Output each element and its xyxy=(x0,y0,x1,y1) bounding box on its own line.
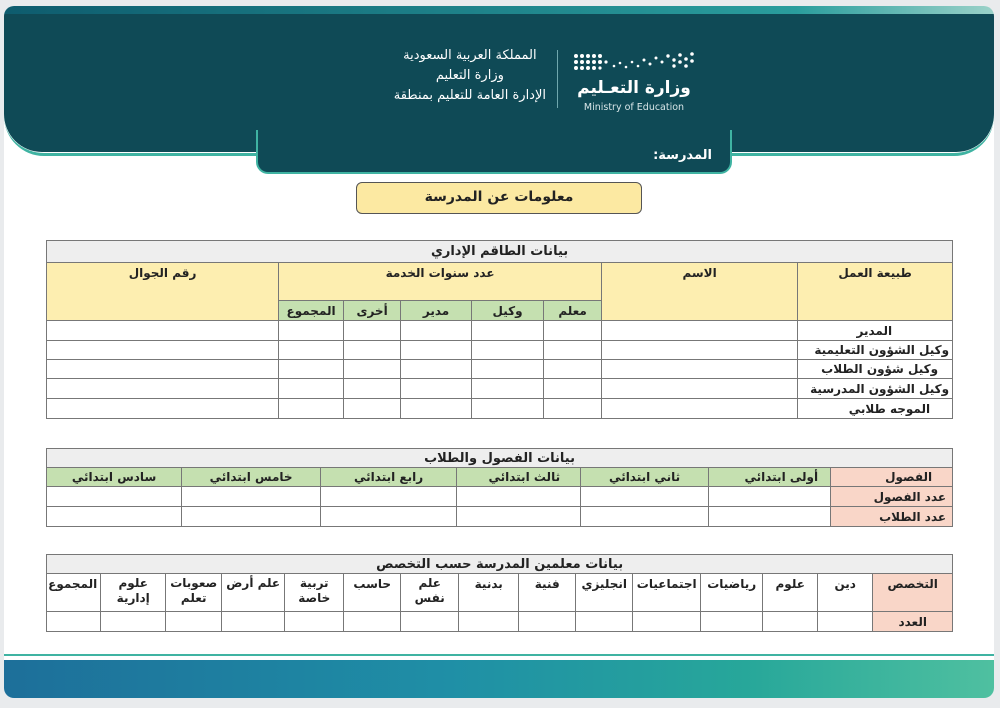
staff-cell[interactable] xyxy=(279,360,344,379)
grade-label: رابع ابتدائي xyxy=(321,468,457,487)
grade-label: ثاني ابتدائي xyxy=(581,468,709,487)
staff-cell[interactable] xyxy=(279,321,344,341)
staff-col-years: عدد سنوات الخدمة xyxy=(279,263,602,301)
staff-cell[interactable] xyxy=(401,341,472,360)
staff-mobile-input[interactable] xyxy=(47,321,279,341)
staff-mobile-input[interactable] xyxy=(47,360,279,379)
staff-col-name: الاسم xyxy=(602,263,798,321)
header-top-strip xyxy=(4,6,994,14)
subject-label: رياضيات xyxy=(701,574,763,612)
staff-cell[interactable] xyxy=(344,399,401,419)
teacher-count-cell[interactable] xyxy=(459,612,519,632)
staff-cell[interactable] xyxy=(279,341,344,360)
classes-header: الفصول xyxy=(831,468,953,487)
staff-caption: بيانات الطاقم الإداري xyxy=(47,241,953,263)
staff-sub-total: المجموع xyxy=(279,301,344,321)
staff-cell[interactable] xyxy=(279,399,344,419)
staff-cell[interactable] xyxy=(472,321,544,341)
staff-cell[interactable] xyxy=(344,341,401,360)
staff-cell[interactable] xyxy=(544,379,602,399)
directorate-name: الإدارة العامة للتعليم بمنطقة xyxy=(393,88,546,103)
staff-row-job: وكيل شؤون الطلاب xyxy=(798,360,953,379)
staff-name-input[interactable] xyxy=(602,321,798,341)
staff-sub-principal: مدير xyxy=(401,301,472,321)
staff-sub-other: أخرى xyxy=(344,301,401,321)
subject-label: فنية xyxy=(519,574,576,612)
teacher-count-cell[interactable] xyxy=(818,612,873,632)
staff-mobile-input[interactable] xyxy=(47,341,279,360)
staff-cell[interactable] xyxy=(472,360,544,379)
class-count-cell[interactable] xyxy=(457,487,581,507)
ministry-name: وزارة التعليم xyxy=(435,68,504,83)
staff-row-job: وكيل الشؤون المدرسية xyxy=(798,379,953,399)
staff-row-job: الموجه طلابي xyxy=(798,399,953,419)
staff-cell[interactable] xyxy=(401,399,472,419)
teacher-count-cell[interactable] xyxy=(285,612,344,632)
class-count-cell[interactable] xyxy=(581,487,709,507)
staff-row-job: وكيل الشؤون التعليمية xyxy=(798,341,953,360)
school-field-box xyxy=(256,130,732,174)
subject-label: بدنية xyxy=(459,574,519,612)
grade-label: أولى ابتدائي xyxy=(709,468,831,487)
staff-cell[interactable] xyxy=(544,399,602,419)
student-count-cell[interactable] xyxy=(47,507,182,527)
subject-label: حاسب xyxy=(344,574,401,612)
row-student-count-label: عدد الطلاب xyxy=(831,507,953,527)
staff-mobile-input[interactable] xyxy=(47,399,279,419)
subject-label: علوم إدارية xyxy=(101,574,166,612)
staff-name-input[interactable] xyxy=(602,360,798,379)
page-title: معلومات عن المدرسة xyxy=(356,182,642,214)
student-count-cell[interactable] xyxy=(321,507,457,527)
teacher-count-cell[interactable] xyxy=(401,612,459,632)
teacher-count-cell[interactable] xyxy=(519,612,576,632)
staff-sub-teacher: معلم xyxy=(544,301,602,321)
staff-cell[interactable] xyxy=(472,399,544,419)
teacher-count-cell[interactable] xyxy=(222,612,285,632)
staff-cell[interactable] xyxy=(279,379,344,399)
staff-cell[interactable] xyxy=(344,321,401,341)
subject-total-label: المجموع xyxy=(47,574,101,612)
class-count-cell[interactable] xyxy=(182,487,321,507)
staff-cell[interactable] xyxy=(544,360,602,379)
teachers-count-label: العدد xyxy=(873,612,953,632)
staff-table xyxy=(46,240,953,419)
subject-label: انجليزي xyxy=(576,574,633,612)
grade-label: ثالث ابتدائي xyxy=(457,468,581,487)
student-count-cell[interactable] xyxy=(457,507,581,527)
subject-label: تربية خاصة xyxy=(285,574,344,612)
staff-row-job: المدير xyxy=(798,321,953,341)
subject-label: علم نفس xyxy=(401,574,459,612)
footer-line xyxy=(4,654,994,656)
class-count-cell[interactable] xyxy=(47,487,182,507)
staff-col-mobile: رقم الجوال xyxy=(47,263,279,321)
grade-label: سادس ابتدائي xyxy=(47,468,182,487)
staff-cell[interactable] xyxy=(344,379,401,399)
school-label: المدرسة: xyxy=(653,148,712,163)
staff-cell[interactable] xyxy=(544,321,602,341)
logo-divider xyxy=(557,50,558,108)
staff-cell[interactable] xyxy=(401,321,472,341)
header-text xyxy=(394,46,546,106)
classes-table xyxy=(46,448,953,527)
grade-label: خامس ابتدائي xyxy=(182,468,321,487)
row-class-count-label: عدد الفصول xyxy=(831,487,953,507)
teacher-count-cell[interactable] xyxy=(101,612,166,632)
logo-arabic-text: وزارة التعـليم xyxy=(577,78,691,98)
class-count-cell[interactable] xyxy=(321,487,457,507)
teacher-count-cell[interactable] xyxy=(701,612,763,632)
subject-label: صعوبات تعلم xyxy=(166,574,222,612)
staff-sub-deputy: وكيل xyxy=(472,301,544,321)
classes-caption: بيانات الفصول والطلاب xyxy=(47,449,953,468)
subject-label: دين xyxy=(818,574,873,612)
class-count-cell[interactable] xyxy=(709,487,831,507)
logo-english-text: Ministry of Education xyxy=(583,102,685,113)
teachers-table xyxy=(46,554,953,632)
teachers-caption: بيانات معلمين المدرسة حسب التخصص xyxy=(47,555,953,574)
subject-label: علوم xyxy=(763,574,818,612)
student-count-cell[interactable] xyxy=(182,507,321,527)
teacher-count-cell[interactable] xyxy=(576,612,633,632)
staff-cell[interactable] xyxy=(401,360,472,379)
teachers-header: التخصص xyxy=(873,574,953,612)
staff-cell[interactable] xyxy=(472,341,544,360)
teacher-count-cell[interactable] xyxy=(344,612,401,632)
staff-cell[interactable] xyxy=(401,379,472,399)
document-page xyxy=(4,6,994,698)
staff-cell[interactable] xyxy=(472,379,544,399)
staff-cell[interactable] xyxy=(344,360,401,379)
staff-name-input[interactable] xyxy=(602,341,798,360)
subject-label: علم أرض xyxy=(222,574,285,612)
staff-mobile-input[interactable] xyxy=(47,379,279,399)
teacher-count-cell[interactable] xyxy=(166,612,222,632)
teacher-count-cell[interactable] xyxy=(47,612,101,632)
kingdom-name: المملكة العربية السعودية xyxy=(403,48,537,63)
teacher-count-cell[interactable] xyxy=(763,612,818,632)
staff-name-input[interactable] xyxy=(602,399,798,419)
teacher-count-cell[interactable] xyxy=(633,612,701,632)
staff-col-job: طبيعة العمل xyxy=(798,263,953,321)
subject-label: اجتماعيات xyxy=(633,574,701,612)
footer-band xyxy=(4,660,994,698)
staff-cell[interactable] xyxy=(544,341,602,360)
student-count-cell[interactable] xyxy=(709,507,831,527)
student-count-cell[interactable] xyxy=(581,507,709,527)
staff-name-input[interactable] xyxy=(602,379,798,399)
